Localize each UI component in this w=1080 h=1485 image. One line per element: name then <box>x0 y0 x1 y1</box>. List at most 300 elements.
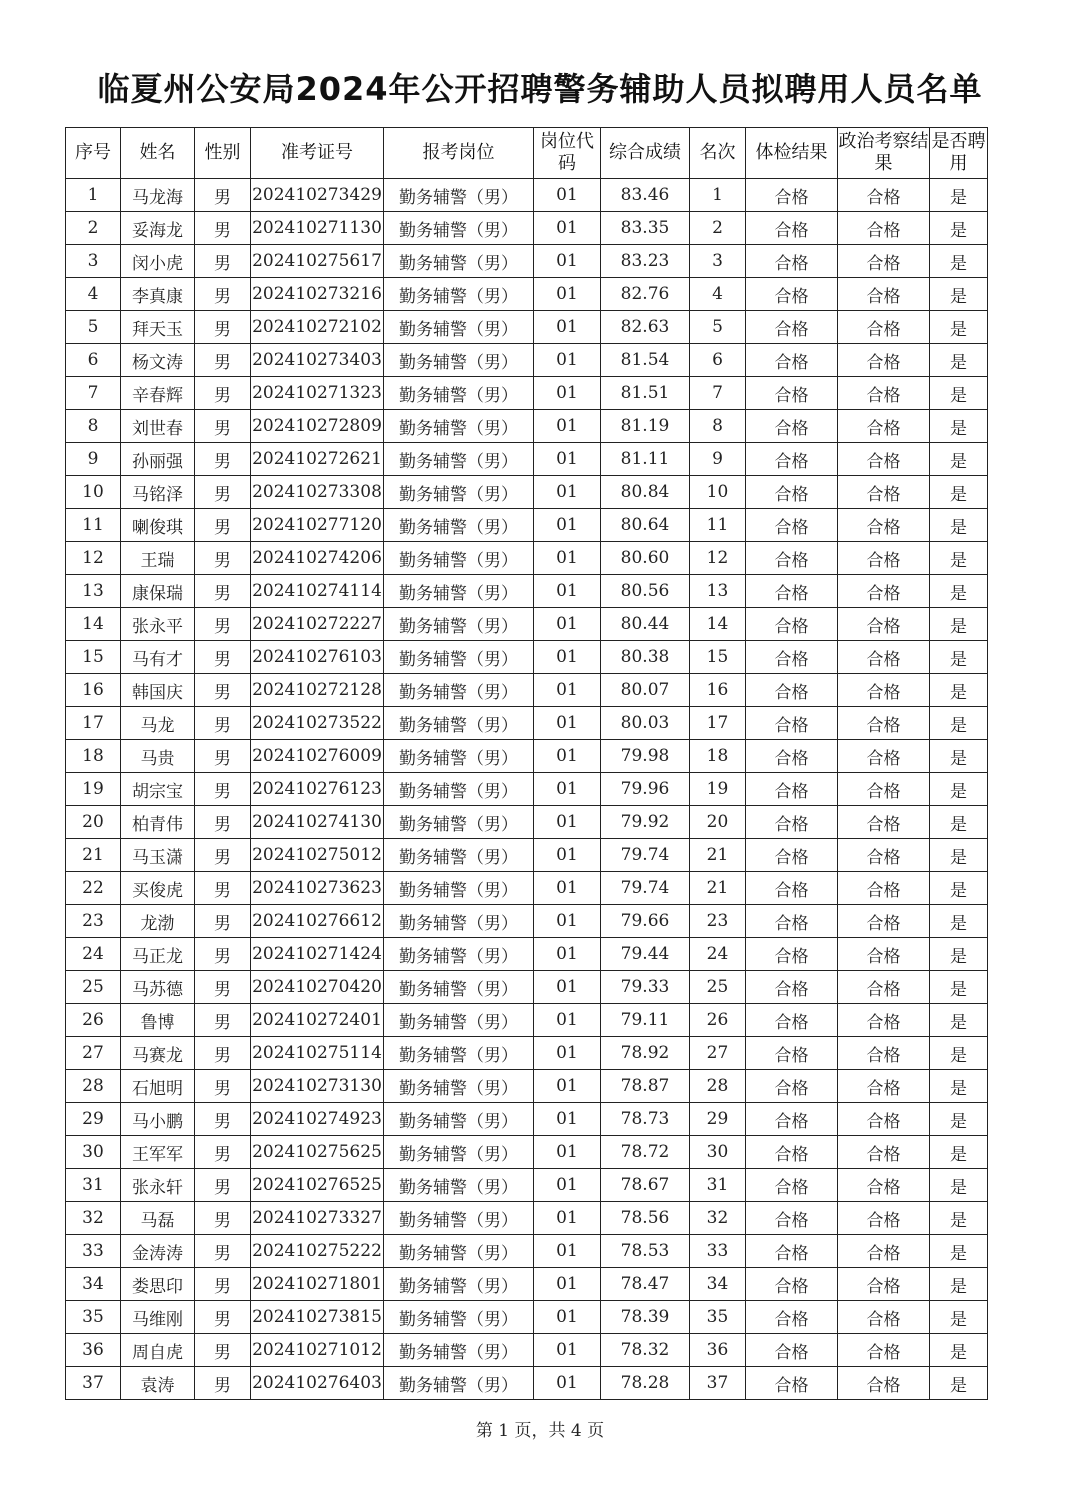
overall-score-cell: 80.38 <box>601 641 690 674</box>
gender-cell: 男 <box>195 476 251 509</box>
position-code-cell: 01 <box>534 509 601 542</box>
hired-status-cell: 是 <box>930 1136 988 1169</box>
table-row <box>66 443 988 476</box>
medical-result-cell: 合格 <box>746 971 838 1004</box>
hired-status-cell: 是 <box>930 839 988 872</box>
medical-result-cell: 合格 <box>746 1367 838 1400</box>
political-review-cell: 合格 <box>838 1037 930 1070</box>
applied-position-cell: 勤务辅警（男） <box>384 311 534 344</box>
table-row <box>66 674 988 707</box>
row-index-cell: 26 <box>66 1004 121 1037</box>
candidate-name-cell: 柏青伟 <box>121 806 195 839</box>
overall-score-cell: 78.87 <box>601 1070 690 1103</box>
overall-score-cell: 80.64 <box>601 509 690 542</box>
exam-number-cell: 202410272621 <box>251 443 384 476</box>
medical-result-cell: 合格 <box>746 1202 838 1235</box>
rank-cell: 16 <box>690 674 746 707</box>
rank-cell: 23 <box>690 905 746 938</box>
rank-cell: 21 <box>690 839 746 872</box>
hired-status-cell: 是 <box>930 1169 988 1202</box>
position-code-cell: 01 <box>534 575 601 608</box>
table-row <box>66 872 988 905</box>
political-review-cell: 合格 <box>838 575 930 608</box>
political-review-cell: 合格 <box>838 1202 930 1235</box>
medical-result-cell: 合格 <box>746 905 838 938</box>
row-index-cell: 36 <box>66 1334 121 1367</box>
rank-cell: 30 <box>690 1136 746 1169</box>
candidate-name-cell: 马苏德 <box>121 971 195 1004</box>
overall-score-cell: 81.19 <box>601 410 690 443</box>
row-index-cell: 19 <box>66 773 121 806</box>
candidate-name-cell: 马贵 <box>121 740 195 773</box>
row-index-cell: 28 <box>66 1070 121 1103</box>
exam-number-cell: 202410271801 <box>251 1268 384 1301</box>
medical-result-cell: 合格 <box>746 1070 838 1103</box>
applied-position-cell: 勤务辅警（男） <box>384 1367 534 1400</box>
rank-cell: 2 <box>690 212 746 245</box>
political-review-cell: 合格 <box>838 1268 930 1301</box>
political-review-cell: 合格 <box>838 245 930 278</box>
table-row <box>66 1235 988 1268</box>
candidate-name-cell: 闵小虎 <box>121 245 195 278</box>
candidate-name-cell: 石旭明 <box>121 1070 195 1103</box>
medical-result-cell: 合格 <box>746 1235 838 1268</box>
candidate-name-cell: 韩国庆 <box>121 674 195 707</box>
row-index-cell: 5 <box>66 311 121 344</box>
table-row <box>66 1268 988 1301</box>
applied-position-cell: 勤务辅警（男） <box>384 575 534 608</box>
exam-number-cell: 202410276403 <box>251 1367 384 1400</box>
candidate-name-cell: 孙丽强 <box>121 443 195 476</box>
row-index-cell: 25 <box>66 971 121 1004</box>
table-row <box>66 377 988 410</box>
applied-position-cell: 勤务辅警（男） <box>384 179 534 212</box>
rank-cell: 29 <box>690 1103 746 1136</box>
medical-result-cell: 合格 <box>746 1334 838 1367</box>
candidate-name-cell: 拜天玉 <box>121 311 195 344</box>
medical-result-cell: 合格 <box>746 476 838 509</box>
overall-score-cell: 79.33 <box>601 971 690 1004</box>
political-review-cell: 合格 <box>838 1169 930 1202</box>
gender-cell: 男 <box>195 1103 251 1136</box>
position-code-cell: 01 <box>534 1367 601 1400</box>
position-code-cell: 01 <box>534 839 601 872</box>
table-row <box>66 608 988 641</box>
gender-cell: 男 <box>195 1367 251 1400</box>
medical-result-cell: 合格 <box>746 410 838 443</box>
row-index-cell: 18 <box>66 740 121 773</box>
rank-cell: 10 <box>690 476 746 509</box>
header-position: 报考岗位 <box>384 128 534 179</box>
row-index-cell: 13 <box>66 575 121 608</box>
rank-cell: 28 <box>690 1070 746 1103</box>
exam-number-cell: 202410276525 <box>251 1169 384 1202</box>
exam-number-cell: 202410276612 <box>251 905 384 938</box>
header-political-review: 政治考察结果 <box>838 128 930 179</box>
gender-cell: 男 <box>195 1070 251 1103</box>
hired-status-cell: 是 <box>930 674 988 707</box>
political-review-cell: 合格 <box>838 278 930 311</box>
hired-status-cell: 是 <box>930 1103 988 1136</box>
overall-score-cell: 78.67 <box>601 1169 690 1202</box>
hired-status-cell: 是 <box>930 443 988 476</box>
gender-cell: 男 <box>195 839 251 872</box>
exam-number-cell: 202410273130 <box>251 1070 384 1103</box>
candidate-name-cell: 马正龙 <box>121 938 195 971</box>
gender-cell: 男 <box>195 773 251 806</box>
row-index-cell: 14 <box>66 608 121 641</box>
rank-cell: 27 <box>690 1037 746 1070</box>
overall-score-cell: 79.74 <box>601 872 690 905</box>
table-row <box>66 1037 988 1070</box>
header-position-code: 岗位代码 <box>534 128 601 179</box>
applied-position-cell: 勤务辅警（男） <box>384 509 534 542</box>
exam-number-cell: 202410275625 <box>251 1136 384 1169</box>
header-gender: 性别 <box>195 128 251 179</box>
rank-cell: 36 <box>690 1334 746 1367</box>
overall-score-cell: 82.63 <box>601 311 690 344</box>
roster-table <box>65 127 988 1400</box>
applied-position-cell: 勤务辅警（男） <box>384 1235 534 1268</box>
row-index-cell: 3 <box>66 245 121 278</box>
overall-score-cell: 80.03 <box>601 707 690 740</box>
overall-score-cell: 81.54 <box>601 344 690 377</box>
hired-status-cell: 是 <box>930 1070 988 1103</box>
hired-status-cell: 是 <box>930 542 988 575</box>
hired-status-cell: 是 <box>930 509 988 542</box>
medical-result-cell: 合格 <box>746 608 838 641</box>
table-row <box>66 542 988 575</box>
table-row <box>66 1136 988 1169</box>
political-review-cell: 合格 <box>838 1367 930 1400</box>
table-row <box>66 344 988 377</box>
table-header-row <box>66 128 988 179</box>
applied-position-cell: 勤务辅警（男） <box>384 212 534 245</box>
rank-cell: 33 <box>690 1235 746 1268</box>
row-index-cell: 32 <box>66 1202 121 1235</box>
row-index-cell: 15 <box>66 641 121 674</box>
gender-cell: 男 <box>195 1136 251 1169</box>
gender-cell: 男 <box>195 179 251 212</box>
position-code-cell: 01 <box>534 1235 601 1268</box>
hired-status-cell: 是 <box>930 773 988 806</box>
header-rank: 名次 <box>690 128 746 179</box>
political-review-cell: 合格 <box>838 1103 930 1136</box>
table-row <box>66 410 988 443</box>
exam-number-cell: 202410271323 <box>251 377 384 410</box>
overall-score-cell: 80.07 <box>601 674 690 707</box>
position-code-cell: 01 <box>534 179 601 212</box>
rank-cell: 14 <box>690 608 746 641</box>
table-row <box>66 707 988 740</box>
exam-number-cell: 202410272128 <box>251 674 384 707</box>
candidate-name-cell: 马玉潇 <box>121 839 195 872</box>
row-index-cell: 31 <box>66 1169 121 1202</box>
medical-result-cell: 合格 <box>746 1103 838 1136</box>
table-row <box>66 773 988 806</box>
rank-cell: 12 <box>690 542 746 575</box>
exam-number-cell: 202410273403 <box>251 344 384 377</box>
candidate-name-cell: 龙渤 <box>121 905 195 938</box>
medical-result-cell: 合格 <box>746 1004 838 1037</box>
political-review-cell: 合格 <box>838 410 930 443</box>
gender-cell: 男 <box>195 311 251 344</box>
hired-status-cell: 是 <box>930 938 988 971</box>
rank-cell: 1 <box>690 179 746 212</box>
rank-cell: 17 <box>690 707 746 740</box>
row-index-cell: 6 <box>66 344 121 377</box>
medical-result-cell: 合格 <box>746 1301 838 1334</box>
exam-number-cell: 202410275222 <box>251 1235 384 1268</box>
row-index-cell: 1 <box>66 179 121 212</box>
exam-number-cell: 202410276123 <box>251 773 384 806</box>
overall-score-cell: 78.32 <box>601 1334 690 1367</box>
rank-cell: 7 <box>690 377 746 410</box>
table-row <box>66 1103 988 1136</box>
gender-cell: 男 <box>195 443 251 476</box>
overall-score-cell: 78.72 <box>601 1136 690 1169</box>
row-index-cell: 21 <box>66 839 121 872</box>
row-index-cell: 12 <box>66 542 121 575</box>
table-row <box>66 971 988 1004</box>
position-code-cell: 01 <box>534 542 601 575</box>
applied-position-cell: 勤务辅警（男） <box>384 476 534 509</box>
row-index-cell: 17 <box>66 707 121 740</box>
applied-position-cell: 勤务辅警（男） <box>384 1103 534 1136</box>
gender-cell: 男 <box>195 608 251 641</box>
gender-cell: 男 <box>195 707 251 740</box>
gender-cell: 男 <box>195 905 251 938</box>
candidate-name-cell: 辛春辉 <box>121 377 195 410</box>
exam-number-cell: 202410270420 <box>251 971 384 1004</box>
political-review-cell: 合格 <box>838 344 930 377</box>
gender-cell: 男 <box>195 410 251 443</box>
rank-cell: 31 <box>690 1169 746 1202</box>
position-code-cell: 01 <box>534 1037 601 1070</box>
applied-position-cell: 勤务辅警（男） <box>384 608 534 641</box>
exam-number-cell: 202410273216 <box>251 278 384 311</box>
gender-cell: 男 <box>195 1202 251 1235</box>
medical-result-cell: 合格 <box>746 1136 838 1169</box>
medical-result-cell: 合格 <box>746 509 838 542</box>
political-review-cell: 合格 <box>838 476 930 509</box>
hired-status-cell: 是 <box>930 575 988 608</box>
rank-cell: 24 <box>690 938 746 971</box>
applied-position-cell: 勤务辅警（男） <box>384 905 534 938</box>
applied-position-cell: 勤务辅警（男） <box>384 839 534 872</box>
candidate-name-cell: 马铭泽 <box>121 476 195 509</box>
row-index-cell: 29 <box>66 1103 121 1136</box>
table-row <box>66 839 988 872</box>
table-row <box>66 905 988 938</box>
header-score: 综合成绩 <box>601 128 690 179</box>
medical-result-cell: 合格 <box>746 245 838 278</box>
medical-result-cell: 合格 <box>746 311 838 344</box>
candidate-name-cell: 王瑞 <box>121 542 195 575</box>
political-review-cell: 合格 <box>838 179 930 212</box>
table-row <box>66 575 988 608</box>
rank-cell: 15 <box>690 641 746 674</box>
position-code-cell: 01 <box>534 1169 601 1202</box>
hired-status-cell: 是 <box>930 1334 988 1367</box>
position-code-cell: 01 <box>534 905 601 938</box>
hired-status-cell: 是 <box>930 278 988 311</box>
rank-cell: 5 <box>690 311 746 344</box>
applied-position-cell: 勤务辅警（男） <box>384 1070 534 1103</box>
row-index-cell: 22 <box>66 872 121 905</box>
gender-cell: 男 <box>195 1268 251 1301</box>
exam-number-cell: 202410272401 <box>251 1004 384 1037</box>
hired-status-cell: 是 <box>930 344 988 377</box>
medical-result-cell: 合格 <box>746 938 838 971</box>
position-code-cell: 01 <box>534 476 601 509</box>
position-code-cell: 01 <box>534 1136 601 1169</box>
gender-cell: 男 <box>195 1334 251 1367</box>
political-review-cell: 合格 <box>838 377 930 410</box>
gender-cell: 男 <box>195 872 251 905</box>
gender-cell: 男 <box>195 245 251 278</box>
candidate-name-cell: 马有才 <box>121 641 195 674</box>
row-index-cell: 8 <box>66 410 121 443</box>
gender-cell: 男 <box>195 1301 251 1334</box>
applied-position-cell: 勤务辅警（男） <box>384 1301 534 1334</box>
rank-cell: 32 <box>690 1202 746 1235</box>
rank-cell: 8 <box>690 410 746 443</box>
hired-status-cell: 是 <box>930 1301 988 1334</box>
hired-status-cell: 是 <box>930 872 988 905</box>
candidate-name-cell: 马小鹏 <box>121 1103 195 1136</box>
candidate-name-cell: 胡宗宝 <box>121 773 195 806</box>
medical-result-cell: 合格 <box>746 806 838 839</box>
medical-result-cell: 合格 <box>746 575 838 608</box>
row-index-cell: 37 <box>66 1367 121 1400</box>
header-name: 姓名 <box>121 128 195 179</box>
candidate-name-cell: 李真康 <box>121 278 195 311</box>
table-row <box>66 1334 988 1367</box>
gender-cell: 男 <box>195 1235 251 1268</box>
candidate-name-cell: 妥海龙 <box>121 212 195 245</box>
row-index-cell: 9 <box>66 443 121 476</box>
position-code-cell: 01 <box>534 971 601 1004</box>
row-index-cell: 4 <box>66 278 121 311</box>
exam-number-cell: 202410276009 <box>251 740 384 773</box>
row-index-cell: 16 <box>66 674 121 707</box>
medical-result-cell: 合格 <box>746 443 838 476</box>
rank-cell: 34 <box>690 1268 746 1301</box>
hired-status-cell: 是 <box>930 740 988 773</box>
exam-number-cell: 202410274130 <box>251 806 384 839</box>
applied-position-cell: 勤务辅警（男） <box>384 674 534 707</box>
table-row <box>66 938 988 971</box>
candidate-name-cell: 马维刚 <box>121 1301 195 1334</box>
rank-cell: 35 <box>690 1301 746 1334</box>
applied-position-cell: 勤务辅警（男） <box>384 245 534 278</box>
exam-number-cell: 202410275617 <box>251 245 384 278</box>
row-index-cell: 33 <box>66 1235 121 1268</box>
hired-status-cell: 是 <box>930 1235 988 1268</box>
medical-result-cell: 合格 <box>746 179 838 212</box>
row-index-cell: 10 <box>66 476 121 509</box>
hired-status-cell: 是 <box>930 245 988 278</box>
table-row <box>66 212 988 245</box>
applied-position-cell: 勤务辅警（男） <box>384 740 534 773</box>
exam-number-cell: 202410272102 <box>251 311 384 344</box>
gender-cell: 男 <box>195 971 251 1004</box>
political-review-cell: 合格 <box>838 212 930 245</box>
position-code-cell: 01 <box>534 212 601 245</box>
hired-status-cell: 是 <box>930 377 988 410</box>
position-code-cell: 01 <box>534 608 601 641</box>
overall-score-cell: 81.51 <box>601 377 690 410</box>
exam-number-cell: 202410273429 <box>251 179 384 212</box>
position-code-cell: 01 <box>534 773 601 806</box>
overall-score-cell: 80.56 <box>601 575 690 608</box>
position-code-cell: 01 <box>534 707 601 740</box>
medical-result-cell: 合格 <box>746 278 838 311</box>
candidate-name-cell: 王军军 <box>121 1136 195 1169</box>
overall-score-cell: 79.11 <box>601 1004 690 1037</box>
exam-number-cell: 202410271130 <box>251 212 384 245</box>
position-code-cell: 01 <box>534 1334 601 1367</box>
position-code-cell: 01 <box>534 1268 601 1301</box>
political-review-cell: 合格 <box>838 443 930 476</box>
medical-result-cell: 合格 <box>746 740 838 773</box>
medical-result-cell: 合格 <box>746 641 838 674</box>
gender-cell: 男 <box>195 806 251 839</box>
candidate-name-cell: 马龙 <box>121 707 195 740</box>
candidate-name-cell: 张永平 <box>121 608 195 641</box>
exam-number-cell: 202410271012 <box>251 1334 384 1367</box>
exam-number-cell: 202410275012 <box>251 839 384 872</box>
position-code-cell: 01 <box>534 1301 601 1334</box>
overall-score-cell: 83.35 <box>601 212 690 245</box>
gender-cell: 男 <box>195 575 251 608</box>
political-review-cell: 合格 <box>838 740 930 773</box>
political-review-cell: 合格 <box>838 938 930 971</box>
table-row <box>66 641 988 674</box>
position-code-cell: 01 <box>534 806 601 839</box>
table-row <box>66 1169 988 1202</box>
overall-score-cell: 78.47 <box>601 1268 690 1301</box>
hired-status-cell: 是 <box>930 410 988 443</box>
applied-position-cell: 勤务辅警（男） <box>384 542 534 575</box>
political-review-cell: 合格 <box>838 1136 930 1169</box>
applied-position-cell: 勤务辅警（男） <box>384 806 534 839</box>
gender-cell: 男 <box>195 542 251 575</box>
overall-score-cell: 79.66 <box>601 905 690 938</box>
political-review-cell: 合格 <box>838 1070 930 1103</box>
candidate-name-cell: 杨文涛 <box>121 344 195 377</box>
exam-number-cell: 202410273522 <box>251 707 384 740</box>
page-footer: 第 1 页，共 4 页 <box>475 1421 605 1441</box>
header-hired: 是否聘用 <box>930 128 988 179</box>
header-index: 序号 <box>66 128 121 179</box>
row-index-cell: 30 <box>66 1136 121 1169</box>
rank-cell: 11 <box>690 509 746 542</box>
table-row <box>66 311 988 344</box>
rank-cell: 19 <box>690 773 746 806</box>
overall-score-cell: 79.96 <box>601 773 690 806</box>
hired-status-cell: 是 <box>930 476 988 509</box>
applied-position-cell: 勤务辅警（男） <box>384 410 534 443</box>
position-code-cell: 01 <box>534 641 601 674</box>
roster-body <box>66 179 988 1400</box>
table-row <box>66 806 988 839</box>
medical-result-cell: 合格 <box>746 707 838 740</box>
position-code-cell: 01 <box>534 872 601 905</box>
medical-result-cell: 合格 <box>746 773 838 806</box>
position-code-cell: 01 <box>534 1202 601 1235</box>
